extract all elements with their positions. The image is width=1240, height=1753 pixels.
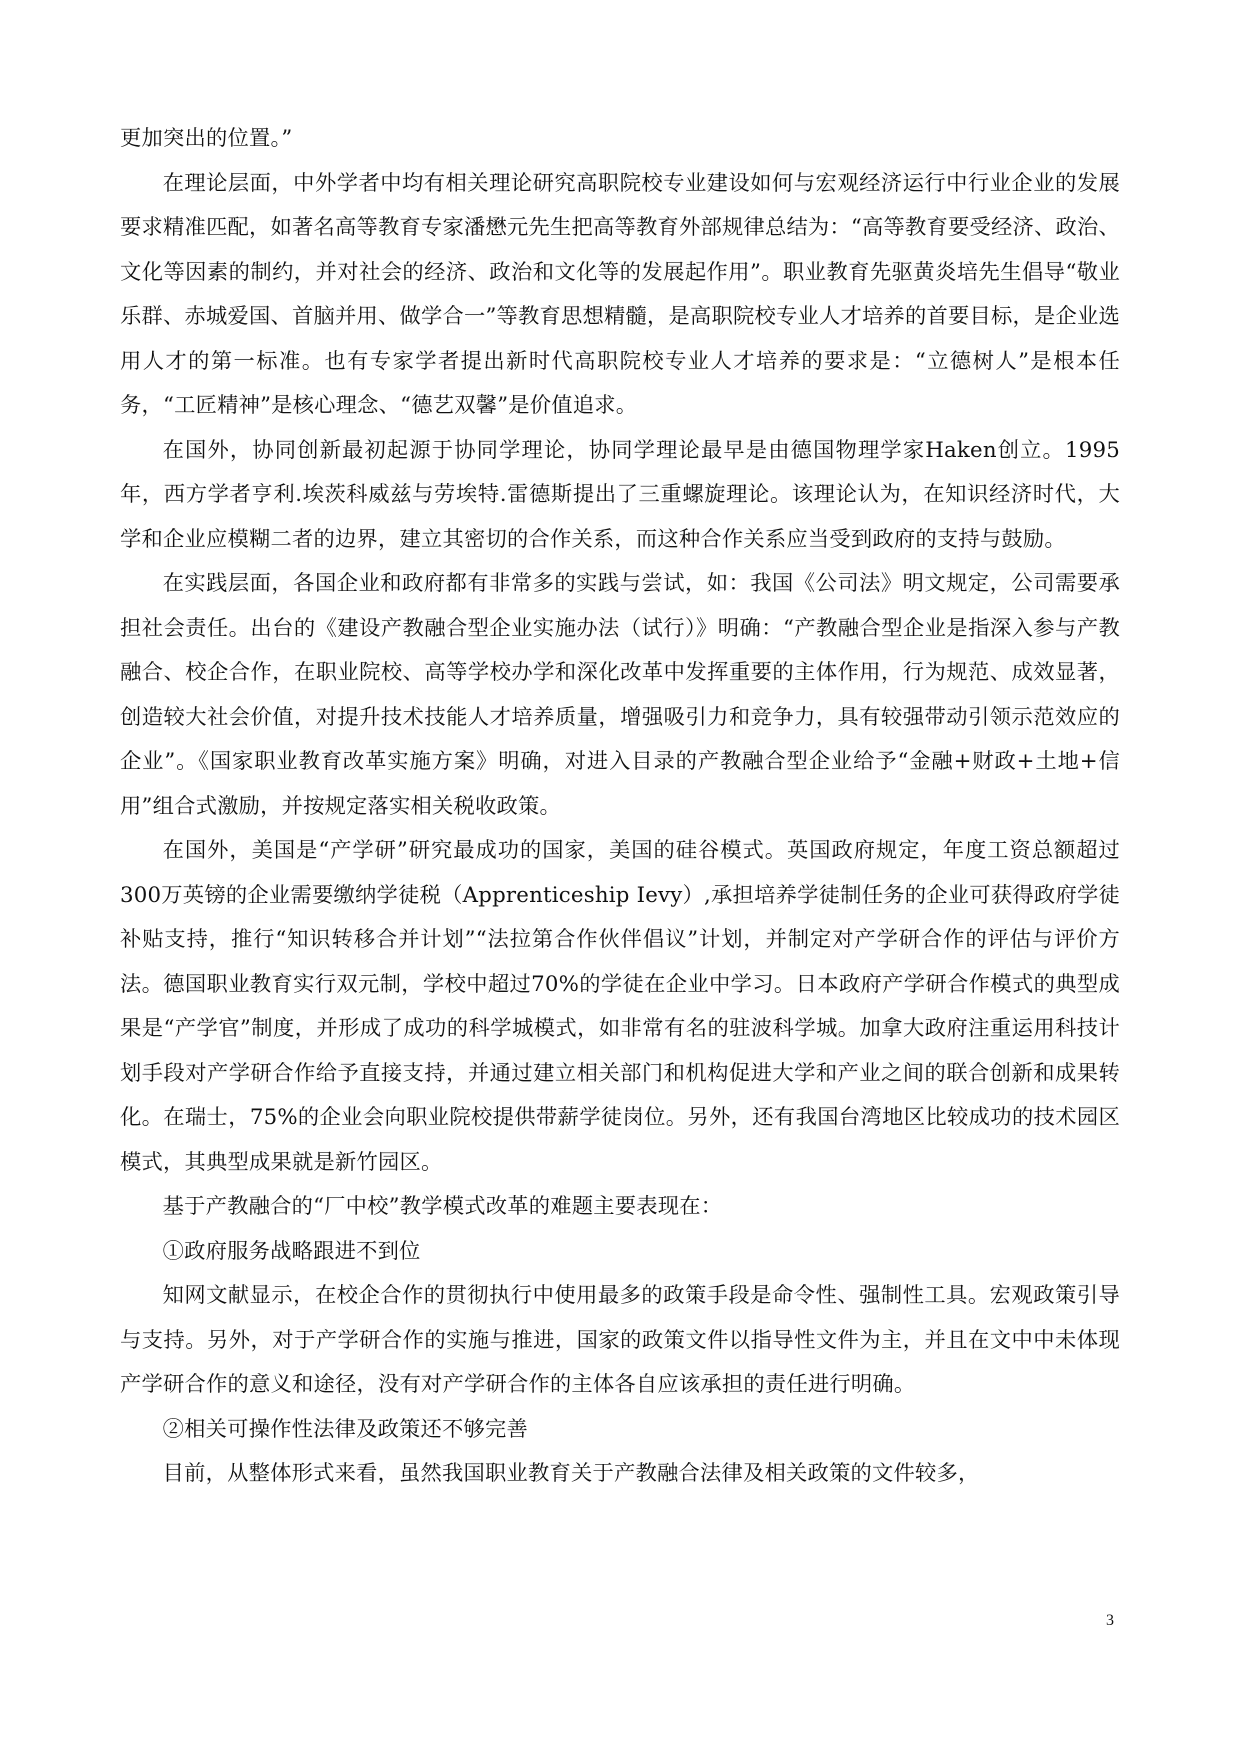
paragraph-cnki: 知网文献显示，在校企合作的贯彻执行中使用最多的政策手段是命令性、强制性工具。宏观政策引导与支持。另外，对于产学研合作的实施与推进，国家的政策文件以指导性文件为主，并且在文中中未体现产学研合作的意义和途径，没有对产学研合作的主体各自应该承担的责任进行明确。 <box>120 1283 1120 1397</box>
paragraph-continuation: 更加突出的位置。” <box>120 126 293 151</box>
paragraph-practice: 在实践层面，各国企业和政府都有非常多的实践与尝试，如：我国《公司法》明文规定，公司需要承担社会责任。出台的《建设产教融合型企业实施办法（试行）》明确：“产教融合型企业是指深入参与产教融合、校企合作，在职业院校、高等学校办学和深化改革中发挥重要的主体作用，行为规范、成效显著，创造较大社会价值，对提升技术技能人才培养质量，增强吸引力和竞争力，具有较强带动引领示范效应的企业”。《国家职业教育改革实施方案》明确，对进入目录的产教融合型企业给予“金融+财政+土地+信用”组合式激励，并按规定落实相关税收政策。 <box>120 571 1120 819</box>
paragraph-foreign-practice: 在国外，美国是“产学研”研究最成功的国家，美国的硅谷模式。英国政府规定，年度工资总额超过300万英镑的企业需要缴纳学徒税（Apprenticeship Ievy）,承担培养学徒制任务的企业可获得政府学徒补贴支持，推行“知识转移合并计划”“法拉第合作伙伴倡议”计划，并制定对产学研合作的评估与评价方法。德国职业教育实行双元制，学校中超过70%的学徒在企业中学习。日本政府产学研合作模式的典型成果是“产学官”制度，并形成了成功的科学城模式，如非常有名的驻波科学城。加拿大政府注重运用科技计划手段对产学研合作给予直接支持，并通过建立相关部门和机构促进大学和产业之间的联合创新和成果转化。在瑞士，75%的企业会向职业院校提供带薪学徒岗位。另外，还有我国台湾地区比较成功的技术园区模式，其典型成果就是新竹园区。 <box>120 838 1120 1175</box>
paragraph-foreign-origin: 在国外，协同创新最初起源于协同学理论，协同学理论最早是由德国物理学家Haken创立。1995年，西方学者亨利.埃茨科威兹与劳埃特.雷德斯提出了三重螺旋理论。该理论认为，在知识经济时代，大学和企业应模糊二者的边界，建立其密切的合作关系，而这种合作关系应当受到政府的支持与鼓励。 <box>120 437 1120 552</box>
list-item-1-heading: ①政府服务战略跟进不到位 <box>162 1238 421 1264</box>
document-body <box>120 117 1120 1497</box>
page-number: 3 <box>1106 1612 1114 1629</box>
paragraph-theory: 在理论层面，中外学者中均有相关理论研究高职院校专业建设如何与宏观经济运行中行业企业的发展要求精准匹配，如著名高等教育专家潘懋元先生把高等教育外部规律总结为：“高等教育要受经济、政治、文化等因素的制约，并对社会的经济、政治和文化等的发展起作用”。职业教育先驱黄炎培先生倡导“敬业乐群、赤城爱国、首脑并用、做学合一”等教育思想精髓，是高职院校专业人才培养的首要目标，是企业选用人才的第一标准。也有专家学者提出新时代高职院校专业人才培养的要求是：“立德树人”是根本任务，“工匠精神”是核心理念、“德艺双馨”是价值追求。 <box>120 170 1120 418</box>
list-item-2-heading: ②相关可操作性法律及政策还不够完善 <box>162 1416 529 1442</box>
paragraph-difficulties-intro: 基于产教融合的“厂中校”教学模式改革的难题主要表现在： <box>162 1194 723 1219</box>
paragraph-current: 目前，从整体形式来看，虽然我国职业教育关于产教融合法律及相关政策的文件较多， <box>162 1461 980 1486</box>
